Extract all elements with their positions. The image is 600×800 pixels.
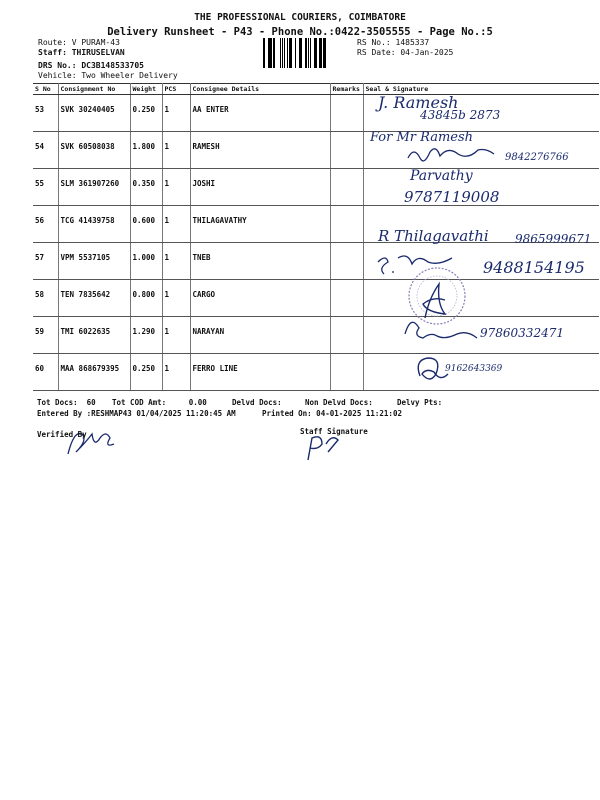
- cell-consignee: TNEB: [190, 243, 330, 280]
- table-row: [33, 354, 599, 391]
- cell-consignment-no: TEN 7835642: [58, 280, 130, 317]
- cell-pcs: 1: [162, 132, 190, 169]
- cell-sno: 59: [33, 317, 58, 354]
- handwritten-phone-row53: 43845b 2873: [420, 108, 501, 122]
- cell-pcs: 1: [162, 243, 190, 280]
- cell-consignee: CARGO: [190, 280, 330, 317]
- total-docs: Tot Docs: 60: [37, 398, 96, 407]
- col-header-pcs: PCS: [162, 84, 190, 95]
- cell-weight: 0.250: [130, 354, 162, 391]
- cell-consignee: AA ENTER: [190, 95, 330, 132]
- cell-weight: 1.290: [130, 317, 162, 354]
- col-header-weight: Weight: [130, 84, 162, 95]
- non-delivered-docs: Non Delvd Docs:: [305, 398, 373, 407]
- table-row: [33, 280, 599, 317]
- company-title: THE PROFESSIONAL COURIERS, COIMBATORE: [194, 12, 406, 23]
- col-header-remarks: Remarks: [330, 84, 363, 95]
- col-header-sno: S No: [33, 84, 58, 95]
- cell-remarks: [330, 95, 363, 132]
- route-label: Route: V PURAM-43: [38, 38, 120, 47]
- cell-signature: [363, 280, 599, 317]
- table-header-row: [33, 84, 599, 95]
- runsheet-subtitle: Delivery Runsheet - P43 - Phone No.:0422-3505555 - Page No.:5: [107, 26, 493, 38]
- cell-sno: 57: [33, 243, 58, 280]
- cell-pcs: 1: [162, 317, 190, 354]
- cell-consignment-no: SLM 361907260: [58, 169, 130, 206]
- cell-remarks: [330, 132, 363, 169]
- cell-remarks: [330, 206, 363, 243]
- cell-sno: 60: [33, 354, 58, 391]
- cell-consignee: THILAGAVATHY: [190, 206, 330, 243]
- cell-sno: 58: [33, 280, 58, 317]
- cell-remarks: [330, 317, 363, 354]
- cell-remarks: [330, 280, 363, 317]
- table-row: [33, 169, 599, 206]
- handwritten-phone-row55: 9787119008: [404, 188, 500, 206]
- cell-consignment-no: TMI 6022635: [58, 317, 130, 354]
- cell-pcs: 1: [162, 95, 190, 132]
- cell-weight: 0.800: [130, 280, 162, 317]
- handwritten-phone-row60: 9162643369: [445, 364, 503, 374]
- rs-date: RS Date: 04-Jan-2025: [357, 48, 454, 57]
- delivery-points: Delvy Pts:: [397, 398, 443, 407]
- cell-pcs: 1: [162, 280, 190, 317]
- cell-consignment-no: SVK 30240405: [58, 95, 130, 132]
- cell-remarks: [330, 169, 363, 206]
- vehicle-label: Vehicle: Two Wheeler Delivery: [38, 71, 178, 80]
- verified-by-label: Verified By: [37, 430, 87, 439]
- cell-sno: 53: [33, 95, 58, 132]
- col-header-consignee: Consignee Details: [190, 84, 330, 95]
- col-header-consignment: Consignment No: [58, 84, 130, 95]
- handwritten-name-row55: Parvathy: [410, 168, 473, 184]
- delivered-docs: Delvd Docs:: [232, 398, 282, 407]
- cell-consignee: NARAYAN: [190, 317, 330, 354]
- cell-remarks: [330, 354, 363, 391]
- cell-weight: 0.600: [130, 206, 162, 243]
- cell-sno: 54: [33, 132, 58, 169]
- handwritten-phone-row56: 9865999671: [515, 232, 592, 246]
- handwritten-name-row53: J. Ramesh: [378, 93, 459, 112]
- cell-remarks: [330, 243, 363, 280]
- cell-weight: 1.800: [130, 132, 162, 169]
- cell-pcs: 1: [162, 354, 190, 391]
- cell-pcs: 1: [162, 206, 190, 243]
- cell-weight: 0.250: [130, 95, 162, 132]
- cell-consignment-no: VPM 5537105: [58, 243, 130, 280]
- drs-number: DRS No.: DC3B148533705: [38, 61, 144, 70]
- handwritten-name-row54: For Mr Ramesh: [370, 130, 474, 145]
- cell-consignment-no: MAA 868679395: [58, 354, 130, 391]
- cell-sno: 55: [33, 169, 58, 206]
- staff-signature-label: Staff Signature: [300, 427, 368, 436]
- cell-consignment-no: TCG 41439758: [58, 206, 130, 243]
- rs-number: RS No.: 1485337: [357, 38, 430, 47]
- total-cod-amount: Tot COD Amt: 0.00: [112, 398, 207, 407]
- cell-consignment-no: SVK 60508038: [58, 132, 130, 169]
- cell-sno: 56: [33, 206, 58, 243]
- cell-weight: 1.000: [130, 243, 162, 280]
- cell-consignee: RAMESH: [190, 132, 330, 169]
- staff-label: Staff: THIRUSELVAN: [38, 48, 125, 57]
- handwritten-phone-row57: 9488154195: [483, 258, 585, 277]
- staff-signature: [308, 437, 338, 460]
- handwritten-name-row56: R Thilagavathi: [378, 227, 489, 245]
- cell-weight: 0.350: [130, 169, 162, 206]
- cell-pcs: 1: [162, 169, 190, 206]
- barcode: [263, 38, 349, 68]
- handwritten-phone-row59: 97860332471: [480, 326, 564, 340]
- printed-on: Printed On: 04-01-2025 11:21:02: [262, 409, 402, 418]
- table-row: [33, 95, 599, 132]
- cell-consignee: JOSHI: [190, 169, 330, 206]
- entered-by: Entered By :RESHMAP43 01/04/2025 11:20:45 AM: [37, 409, 236, 418]
- cell-consignee: FERRO LINE: [190, 354, 330, 391]
- handwritten-phone-row54: 9842276766: [505, 152, 569, 163]
- col-header-signature: Seal & Signature: [363, 84, 599, 95]
